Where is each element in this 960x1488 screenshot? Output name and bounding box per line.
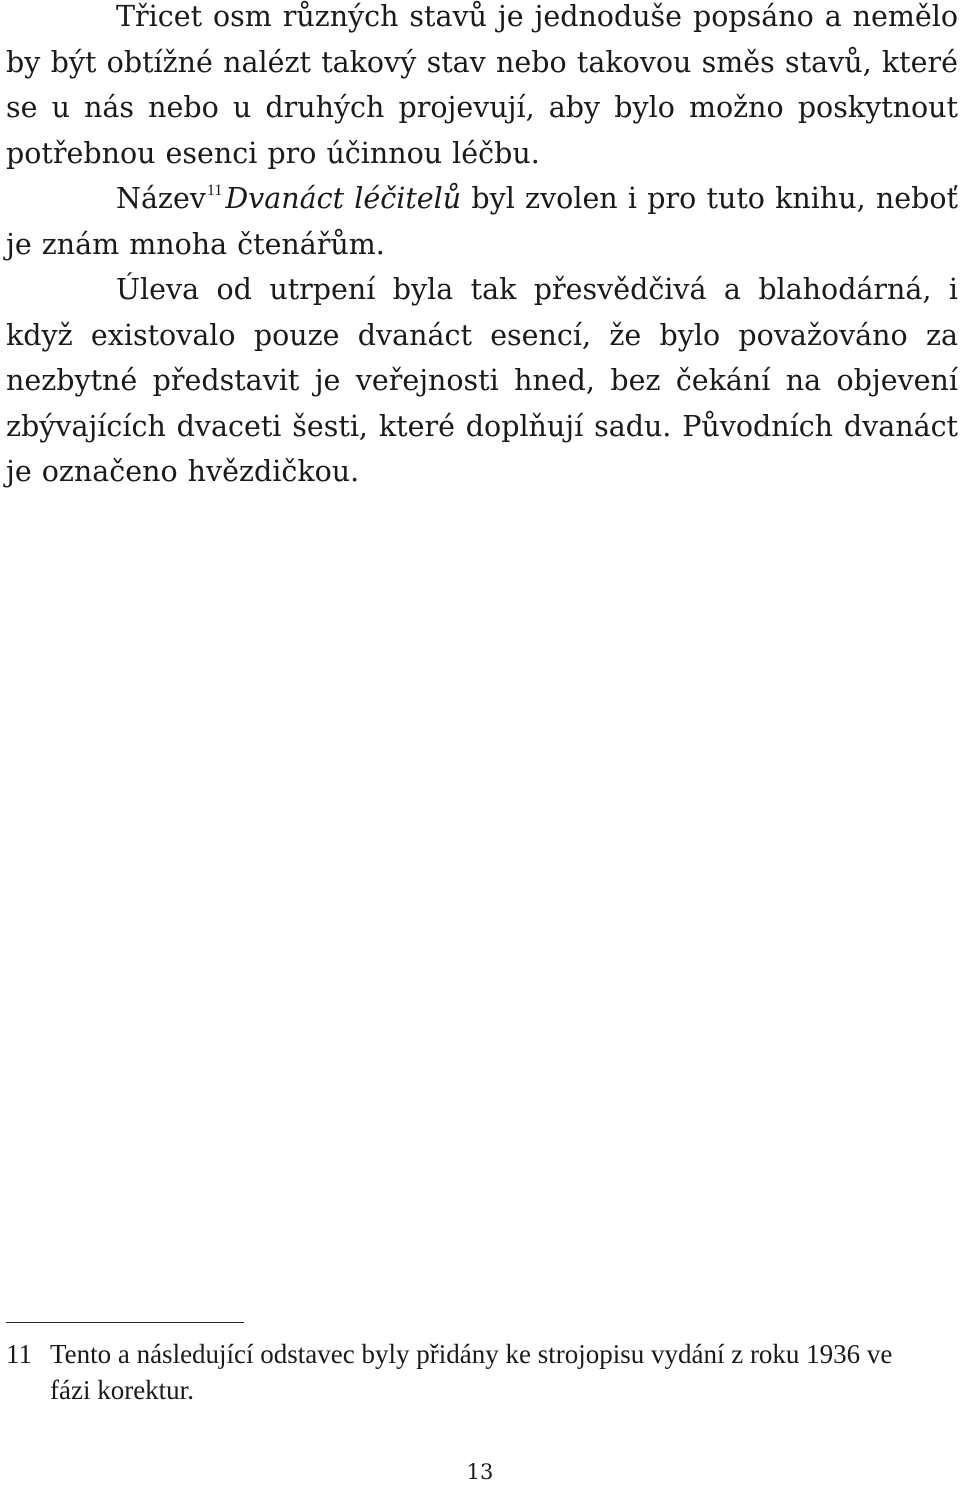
page-number: 13	[466, 1460, 494, 1484]
footnote-separator	[6, 1322, 244, 1323]
footnote-number: 11	[6, 1339, 32, 1369]
paragraph-2-end: byl zvolen i pro tuto knihu, neboť je znám mnoha čtenářům.	[6, 182, 958, 261]
paragraph-2	[6, 176, 958, 267]
paragraph-2-start: Název	[116, 182, 206, 215]
book-title: Dvanáct léčitelů	[225, 182, 462, 215]
paragraph-1: Třicet osm různých stavů je jednoduše popsáno a nemělo by být obtížné nalézt takový stav nebo takovou směs stavů, které se u nás nebo u druhých projevují, aby bylo možno poskytnout potřebnou esenci pro účinnou léčbu.	[6, 0, 958, 170]
body-text	[6, 0, 958, 495]
footnote	[6, 1336, 936, 1408]
paragraph-3: Úleva od utrpení byla tak přesvědčivá a blahodárná, i když existovalo pouze dvanáct esencí, že bylo považováno za nezbytné představit je veřejnosti hned, bez čekání na objevení zbývajících dvaceti šesti, které doplňují sadu. Původních dvanáct je označeno hvězdičkou.	[6, 273, 958, 488]
footnote-text: Tento a následující odstavec byly přidány ke strojopisu vydání z roku 1936 ve fázi korektur.	[50, 1339, 893, 1405]
footnote-reference[interactable]: 11	[206, 182, 223, 199]
